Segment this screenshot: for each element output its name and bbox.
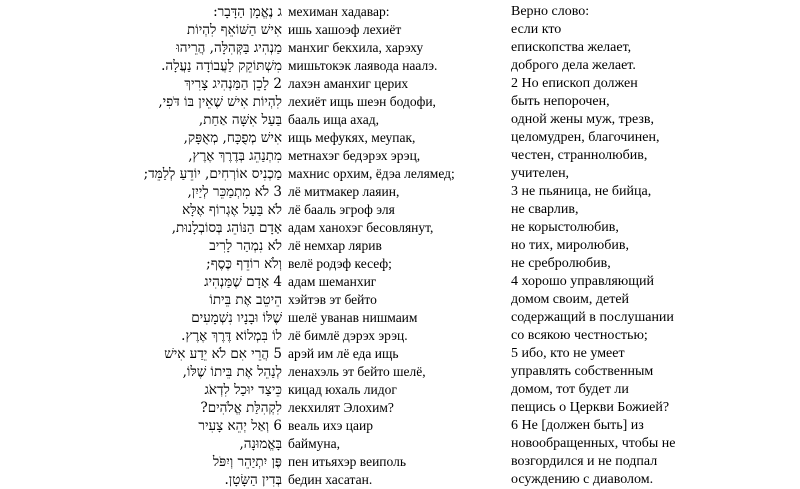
russian-text: пещись о Церкви Божией? xyxy=(511,400,670,415)
transliteration-text: бедин хасатан. xyxy=(288,472,373,487)
parallel-text-table xyxy=(0,3,800,489)
russian-text: возгордился и не подпал xyxy=(511,454,658,469)
transliteration-text: лекхилят Элохим? xyxy=(288,400,394,415)
hebrew-text: כֵּיצַד יוּכַל לִדְאֹג xyxy=(204,382,282,398)
hebrew-text: בְּדִין הַשָּׂטָן. xyxy=(224,472,282,488)
hebrew-text: ג נֶאֱמָן הַדָּבָר: xyxy=(213,4,282,20)
text-row xyxy=(0,201,800,219)
russian-text: осуждению с диаволом. xyxy=(511,472,654,487)
russian-text: учителен, xyxy=(511,166,570,181)
text-row xyxy=(0,417,800,435)
transliteration-text: лё немхар лярив xyxy=(288,238,382,253)
text-row xyxy=(0,21,800,39)
transliteration-text: шелё уванав нишмаим xyxy=(288,310,418,325)
hebrew-text: מִשְׁתּוֹקֵק לַעֲבוֹדָה נַעֲלָה. xyxy=(161,58,282,74)
text-row xyxy=(0,471,800,489)
text-row xyxy=(0,435,800,453)
russian-text: не сребролюбив, xyxy=(511,256,611,271)
text-row xyxy=(0,3,800,21)
transliteration-text: лё бааль эгроф эля xyxy=(288,202,395,217)
text-row xyxy=(0,39,800,57)
hebrew-text: הֵיטֵב אֶת בֵּיתוֹ xyxy=(209,292,282,308)
text-row xyxy=(0,129,800,147)
hebrew-text: לֹא בַּעַל אֶגְרוֹף אֶלָּא xyxy=(182,202,282,218)
hebrew-text: 2 לָכֵן הַמַּנְהִיג צָרִיךְ xyxy=(184,76,282,92)
transliteration-text: арэй им лё еда ищь xyxy=(288,346,399,361)
russian-text: одной жены муж, трезв, xyxy=(511,112,654,127)
hebrew-text: וְלֹא רוֹדֵף כֶּסֶף; xyxy=(206,256,282,272)
transliteration-text: ленахэль эт бейто шелё, xyxy=(288,364,426,379)
transliteration-text: лё митмакер лаяин, xyxy=(288,184,400,199)
russian-text: новообращенных, чтобы не xyxy=(511,436,676,451)
russian-text: управлять собственным xyxy=(511,364,654,379)
russian-text: 2 Но епископ должен xyxy=(511,76,638,91)
russian-text: быть непорочен, xyxy=(511,94,610,109)
hebrew-text: לִהְיוֹת אִישׁ שֶׁאֵין בּוֹ דֹּפִי, xyxy=(158,94,282,110)
text-row xyxy=(0,93,800,111)
hebrew-text: לִקְהִלַּת אֱלֹהִים? xyxy=(200,400,282,416)
transliteration-text: ишь хашоэф лехиёт xyxy=(288,22,402,37)
hebrew-text: בָּאֱמוּנָה, xyxy=(239,436,282,452)
transliteration-text: адам ханохэг бесовлянут, xyxy=(288,220,434,235)
transliteration-text: пен итьяхэр веиполь xyxy=(288,454,406,469)
hebrew-text: שֶׁלּוֹ וּבָנָיו נִשְׁמָעִים xyxy=(191,310,282,326)
russian-text: 5 ибо, кто не умеет xyxy=(511,346,625,361)
russian-text: не корыстолюбив, xyxy=(511,220,619,235)
text-row xyxy=(0,345,800,363)
transliteration-text: веаль ихэ цаир xyxy=(288,418,373,433)
hebrew-text: אִישׁ הַשּׁוֹאֵף לִהְיוֹת xyxy=(187,22,282,38)
text-row xyxy=(0,273,800,291)
hebrew-text: 6 וְאַל יְהֵא צָעִיר xyxy=(198,418,282,434)
transliteration-text: манхиг бекхила, харэху xyxy=(288,40,424,55)
hebrew-text: לְנַהֵל אֶת בֵּיתוֹ שֶׁלּוֹ, xyxy=(182,364,282,380)
text-row xyxy=(0,237,800,255)
russian-text: 6 Не [должен быть] из xyxy=(511,418,644,433)
transliteration-text: кицад юхаль лидог xyxy=(288,382,397,397)
russian-text: если кто xyxy=(511,22,562,37)
russian-text: честен, страннолюбив, xyxy=(511,148,648,163)
hebrew-text: 4 אָדָם שֶׁמַּנְהִיג xyxy=(204,274,282,290)
transliteration-text: ищь мефукях, меупак, xyxy=(288,130,416,145)
russian-text: содержащий в послушании xyxy=(511,310,674,325)
hebrew-text: לֹא נִמְהַר לָרִיב xyxy=(209,238,282,254)
transliteration-text: бааль ища ахад, xyxy=(288,112,380,127)
text-row xyxy=(0,57,800,75)
hebrew-text: אָדָם הַנּוֹהֵג בְּסוֹבְלָנוּת, xyxy=(171,220,282,236)
transliteration-text: махнис орхим, ёдэа лелямед; xyxy=(288,166,455,181)
text-row xyxy=(0,291,800,309)
transliteration-text: метнахэг бедэрэх эрэц, xyxy=(288,148,421,163)
transliteration-text: хэйтэв эт бейто xyxy=(288,292,377,307)
transliteration-text: мехиман хадавар: xyxy=(288,4,390,19)
russian-text: со всякою честностью; xyxy=(511,328,648,343)
russian-text: доброго дела желает. xyxy=(511,58,636,73)
text-row xyxy=(0,255,800,273)
text-row xyxy=(0,147,800,165)
text-row xyxy=(0,219,800,237)
transliteration-text: лехиёт ищь шеэн бодофи, xyxy=(288,94,436,109)
text-row xyxy=(0,75,800,93)
text-row xyxy=(0,363,800,381)
transliteration-text: лахэн аманхиг церих xyxy=(288,76,409,91)
text-row xyxy=(0,183,800,201)
transliteration-text: мишьтокэк лаявода наалэ. xyxy=(288,58,438,73)
text-row xyxy=(0,453,800,471)
transliteration-text: адам шеманхиг xyxy=(288,274,377,289)
russian-text: но тих, миролюбив, xyxy=(511,238,629,253)
text-row xyxy=(0,399,800,417)
russian-text: епископства желает, xyxy=(511,40,632,55)
russian-text: 4 хорошо управляющий xyxy=(511,274,655,289)
hebrew-text: בַּעַל אִשָּׁה אַחַת, xyxy=(198,112,282,128)
transliteration-text: велё родэф кесеф; xyxy=(288,256,392,271)
russian-text: 3 не пьяница, не бийца, xyxy=(511,184,652,199)
hebrew-text: לוֹ בִּמְלוֹא דֶּרֶךְ אֶרֶץ. xyxy=(181,328,282,344)
text-row xyxy=(0,327,800,345)
hebrew-text: 3 לֹא מִתְמַכֵּר לְיַיִן, xyxy=(187,184,282,200)
text-row xyxy=(0,165,800,183)
hebrew-text: מַנְהִיג בַּקְּהִלָּה, הֲרֵיהוּ xyxy=(176,40,282,56)
hebrew-text: פֶּן יִתְיַהֵר וְיִפֹּל xyxy=(212,454,282,470)
text-row xyxy=(0,309,800,327)
transliteration-text: баймуна, xyxy=(288,436,340,451)
russian-text: не сварлив, xyxy=(511,202,579,217)
hebrew-text: אִישׁ מְפֻכָּח, מְאֻפָּק, xyxy=(183,130,282,146)
transliteration-text: лё бимлё дэрэх эрэц. xyxy=(288,328,408,343)
hebrew-text: 5 הֲרֵי אִם לֹא יֵדַע אִישׁ xyxy=(164,346,282,362)
hebrew-text: מִתְנַהֵג בְּדֶרֶךְ אֶרֶץ, xyxy=(188,148,282,164)
russian-text: домом, тот будет ли xyxy=(511,382,629,397)
russian-text: Верно слово: xyxy=(511,4,590,19)
text-row xyxy=(0,381,800,399)
text-row xyxy=(0,111,800,129)
russian-text: целомудрен, благочинен, xyxy=(511,130,660,145)
russian-text: домом своим, детей xyxy=(511,292,630,307)
hebrew-text: מַכְנִיס אוֹרְחִים, יוֹדֵעַ לְלַמֵּד; xyxy=(143,166,282,182)
